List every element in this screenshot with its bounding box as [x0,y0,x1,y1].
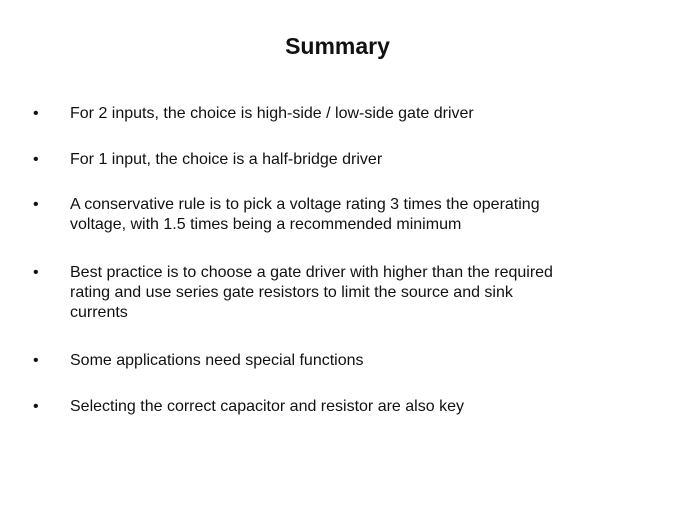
bullet-line: rating and use series gate resistors to limit the source and sink [70,284,513,301]
bullet-line: Best practice is to choose a gate driver with higher than the required [70,264,553,281]
bullet-glyph: • [33,196,39,213]
bullet-line: For 1 input, the choice is a half-bridge driver [70,151,383,168]
bullet-glyph: • [33,105,39,122]
bullet-text [70,351,660,371]
bullet-line: For 2 inputs, the choice is high-side / low-side gate driver [70,105,474,122]
bullet-text [70,150,660,170]
bullet-line: A conservative rule is to pick a voltage rating 3 times the operating [70,196,540,213]
bullet-glyph: • [33,264,39,281]
bullet-text [70,195,660,235]
bullet-glyph: • [33,352,39,369]
bullet-line: currents [70,304,128,321]
bullet-glyph: • [33,151,39,168]
slide-title: Summary [285,33,390,59]
bullet-text [70,104,660,124]
bullet-text [70,263,660,323]
bullet-text [70,397,660,417]
bullet-glyph: • [33,398,39,415]
bullet-line: Selecting the correct capacitor and resistor are also key [70,398,464,415]
bullet-line: voltage, with 1.5 times being a recommended minimum [70,216,462,233]
bullet-line: Some applications need special functions [70,352,364,369]
